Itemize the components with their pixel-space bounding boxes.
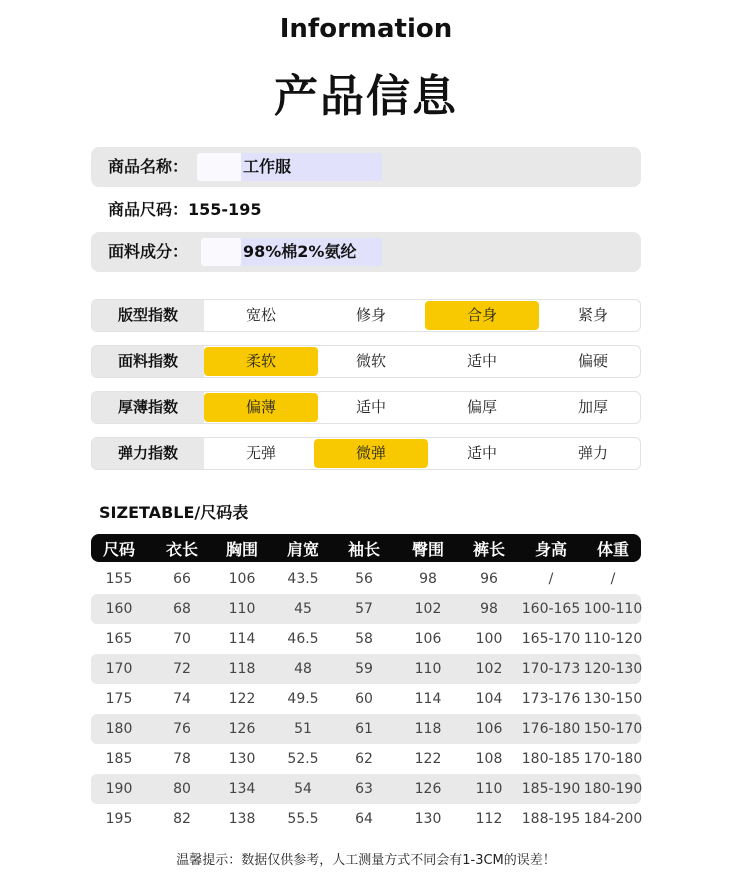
index-label: 厚薄指数 bbox=[92, 392, 204, 423]
table-cell: 62 bbox=[355, 751, 373, 767]
table-cell: 106 bbox=[414, 631, 442, 647]
index-label: 弹力指数 bbox=[92, 438, 204, 469]
table-cell: 180 bbox=[105, 721, 133, 737]
table-row bbox=[91, 714, 641, 744]
table-cell: 63 bbox=[355, 781, 373, 797]
table-cell: 134 bbox=[228, 781, 256, 797]
table-header-cell: 臀围 bbox=[411, 539, 445, 559]
table-cell: 176-180 bbox=[521, 721, 581, 737]
table-cell: 126 bbox=[414, 781, 442, 797]
table-cell: 54 bbox=[294, 781, 312, 797]
table-header-cell: 袖长 bbox=[347, 539, 381, 559]
table-header-cell: 体重 bbox=[596, 539, 630, 559]
table-cell: 170-180 bbox=[583, 751, 643, 767]
table-cell: 100-110 bbox=[583, 601, 643, 617]
table-cell: 60 bbox=[355, 691, 373, 707]
table-cell: 72 bbox=[173, 661, 191, 677]
table-cell: 106 bbox=[228, 571, 256, 587]
table-cell: 185 bbox=[105, 751, 133, 767]
table-header-cell: 身高 bbox=[534, 539, 568, 559]
index-option: 适中 bbox=[466, 444, 497, 462]
table-cell: / bbox=[610, 571, 616, 587]
product-name-row bbox=[91, 147, 641, 187]
table-cell: 61 bbox=[355, 721, 373, 737]
table-cell: 70 bbox=[173, 631, 191, 647]
table-cell: 98 bbox=[419, 571, 437, 587]
table-header-cell: 衣长 bbox=[165, 539, 199, 559]
table-row bbox=[91, 594, 641, 624]
table-header-cell: 尺码 bbox=[102, 539, 136, 559]
product-size-row bbox=[108, 198, 261, 222]
table-cell: 56 bbox=[355, 571, 373, 587]
index-row bbox=[91, 345, 641, 378]
table-cell: 114 bbox=[414, 691, 442, 707]
table-cell: 102 bbox=[414, 601, 442, 617]
table-cell: 155 bbox=[105, 571, 133, 587]
table-header-cell: 胸围 bbox=[225, 539, 259, 559]
table-cell: 102 bbox=[475, 661, 503, 677]
table-cell: 112 bbox=[475, 811, 503, 827]
index-row bbox=[91, 437, 641, 470]
table-cell: 160-165 bbox=[521, 601, 581, 617]
table-cell: 188-195 bbox=[521, 811, 581, 827]
table-cell: 108 bbox=[475, 751, 503, 767]
table-row bbox=[91, 744, 641, 774]
index-option: 偏厚 bbox=[466, 398, 497, 416]
table-cell: 110 bbox=[475, 781, 503, 797]
table-cell: 74 bbox=[173, 691, 191, 707]
material-label: 面料成分： bbox=[108, 242, 189, 261]
index-option: 微软 bbox=[355, 352, 386, 370]
redacted-area bbox=[201, 238, 241, 266]
index-option: 宽松 bbox=[245, 306, 276, 324]
index-option-selected: 合身 bbox=[425, 301, 539, 330]
table-cell: 130-150 bbox=[583, 691, 643, 707]
table-cell: 190 bbox=[105, 781, 133, 797]
table-row bbox=[91, 804, 641, 834]
index-option: 偏硬 bbox=[577, 352, 608, 370]
table-cell: 58 bbox=[355, 631, 373, 647]
table-cell: 138 bbox=[228, 811, 256, 827]
index-option: 适中 bbox=[355, 398, 386, 416]
table-cell: 100 bbox=[475, 631, 503, 647]
table-cell: 45 bbox=[294, 601, 312, 617]
table-cell: 51 bbox=[294, 721, 312, 737]
table-cell: 68 bbox=[173, 601, 191, 617]
title-english: Information bbox=[279, 14, 453, 44]
table-cell: 195 bbox=[105, 811, 133, 827]
table-row bbox=[91, 774, 641, 804]
table-row bbox=[91, 624, 641, 654]
table-cell: 57 bbox=[355, 601, 373, 617]
table-cell: 48 bbox=[294, 661, 312, 677]
table-cell: 118 bbox=[228, 661, 256, 677]
table-cell: 110-120 bbox=[583, 631, 643, 647]
table-cell: 122 bbox=[228, 691, 256, 707]
table-cell: 96 bbox=[480, 571, 498, 587]
table-cell: 98 bbox=[480, 601, 498, 617]
table-cell: 130 bbox=[228, 751, 256, 767]
table-cell: 165-170 bbox=[521, 631, 581, 647]
material-row bbox=[91, 232, 641, 272]
table-cell: 120-130 bbox=[583, 661, 643, 677]
index-option-selected: 偏薄 bbox=[204, 393, 318, 422]
table-cell: 160 bbox=[105, 601, 133, 617]
table-cell: 118 bbox=[414, 721, 442, 737]
material-value: 98%棉2%氨纶 bbox=[241, 238, 382, 266]
table-cell: 170 bbox=[105, 661, 133, 677]
table-cell: 173-176 bbox=[521, 691, 581, 707]
table-cell: 52.5 bbox=[287, 751, 319, 767]
product-name-value: 工作服 bbox=[241, 153, 382, 181]
index-option: 无弹 bbox=[245, 444, 276, 462]
table-cell: 43.5 bbox=[287, 571, 319, 587]
table-cell: 55.5 bbox=[287, 811, 319, 827]
table-cell: 106 bbox=[475, 721, 503, 737]
table-cell: 130 bbox=[414, 811, 442, 827]
index-option-selected: 柔软 bbox=[204, 347, 318, 376]
table-cell: 64 bbox=[355, 811, 373, 827]
index-row bbox=[91, 391, 641, 424]
index-option: 适中 bbox=[466, 352, 497, 370]
table-cell: 165 bbox=[105, 631, 133, 647]
index-label: 版型指数 bbox=[92, 300, 204, 331]
product-size-label: 商品尺码： bbox=[108, 200, 189, 219]
title-chinese: 产品信息 bbox=[274, 71, 458, 122]
table-cell: 114 bbox=[228, 631, 256, 647]
table-cell: 49.5 bbox=[287, 691, 319, 707]
table-cell: 110 bbox=[228, 601, 256, 617]
table-cell: 180-185 bbox=[521, 751, 581, 767]
index-option: 修身 bbox=[355, 306, 386, 324]
table-header-cell: 肩宽 bbox=[286, 539, 320, 559]
index-option: 弹力 bbox=[577, 444, 608, 462]
table-cell: 126 bbox=[228, 721, 256, 737]
table-cell: 185-190 bbox=[521, 781, 581, 797]
index-option: 加厚 bbox=[577, 398, 608, 416]
table-cell: 122 bbox=[414, 751, 442, 767]
index-option-selected: 微弹 bbox=[314, 439, 428, 468]
product-size-value: 155-195 bbox=[188, 200, 262, 219]
index-option: 紧身 bbox=[577, 306, 608, 324]
table-cell: 78 bbox=[173, 751, 191, 767]
table-cell: 80 bbox=[173, 781, 191, 797]
index-row bbox=[91, 299, 641, 332]
table-cell: 46.5 bbox=[287, 631, 319, 647]
table-cell: 180-190 bbox=[583, 781, 643, 797]
table-cell: 175 bbox=[105, 691, 133, 707]
table-header-row bbox=[91, 534, 641, 562]
table-row bbox=[91, 684, 641, 714]
measurement-note: 温馨提示：数据仅供参考，人工测量方式不同会有1-3CM的误差！ bbox=[176, 853, 556, 868]
table-cell: 66 bbox=[173, 571, 191, 587]
table-row bbox=[91, 654, 641, 684]
table-cell: 59 bbox=[355, 661, 373, 677]
table-cell: 170-173 bbox=[521, 661, 581, 677]
table-cell: 184-200 bbox=[583, 811, 643, 827]
size-table bbox=[91, 534, 641, 834]
table-cell: 150-170 bbox=[583, 721, 643, 737]
redacted-area bbox=[197, 153, 243, 181]
product-name-label: 商品名称： bbox=[108, 157, 189, 176]
table-cell: / bbox=[548, 571, 554, 587]
size-table-title: SIZETABLE/尺码表 bbox=[99, 503, 249, 522]
table-cell: 104 bbox=[475, 691, 503, 707]
index-label: 面料指数 bbox=[92, 346, 204, 377]
table-cell: 110 bbox=[414, 661, 442, 677]
table-cell: 76 bbox=[173, 721, 191, 737]
table-header-cell: 裤长 bbox=[472, 539, 506, 559]
table-row bbox=[91, 564, 641, 594]
table-cell: 82 bbox=[173, 811, 191, 827]
